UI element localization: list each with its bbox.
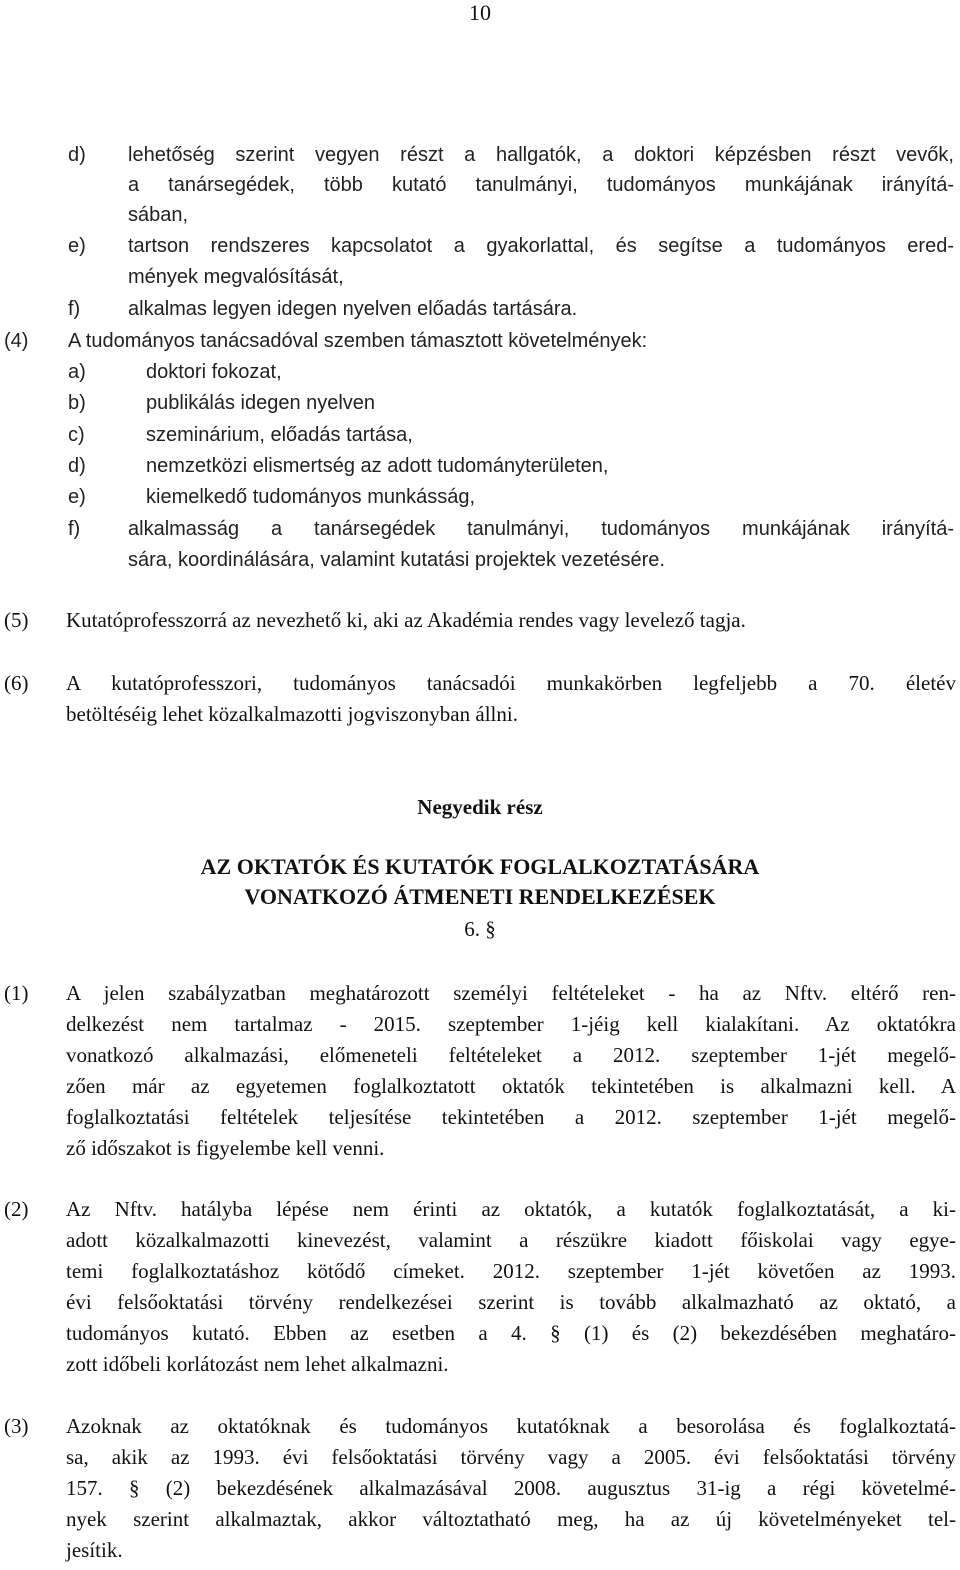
paragraph-line: zően már az egyetemen foglalkoztatott oktatók tekintetében is alkalmazni kell. A [66,1074,956,1098]
paragraph-line: delkezést nem tartalmaz - 2015. szeptember 1-jéig kell kialakítani. Az oktatókra [66,1012,956,1036]
list-item-line: sában, [128,204,189,226]
paragraph-line: Azoknak az oktatóknak és tudományos kutatóknak a besorolása és foglalkoztatá- [66,1414,956,1438]
paragraph-line: foglalkoztatási feltételek teljesítése tekintetében a 2012. szeptember 1-jét megelő- [66,1105,956,1129]
paragraph-text: A tudományos tanácsadóval szemben támasztott követelmények: [68,330,648,352]
paragraph-number: (3) [4,1414,29,1438]
list-marker: f) [68,298,81,320]
paragraph-line: zott időbeli korlátozást nem lehet alkalmazni. [66,1352,449,1376]
paragraph-line: A kutatóprofesszori, tudományos tanácsadói munkakörben legfeljebb a 70. életév [66,671,956,695]
list-item-line: mények megvalósítását, [128,266,344,288]
page-number: 10 [469,0,491,25]
paragraph-line: temi foglalkoztatáshoz kötődő címeket. 2012. szeptember 1-jét követően az 1993. [66,1259,956,1283]
paragraph-number: (5) [4,608,29,632]
section-title-line-1: AZ OKTATÓK ÉS KUTATÓK FOGLALKOZTATÁSÁRA [200,854,760,879]
list-item-line: doktori fokozat, [146,361,282,383]
paragraph-line: nyek szerint alkalmaztak, akkor változtatható meg, ha az új követelményeket tel- [66,1507,956,1531]
paragraph-line: Az Nftv. hatályba lépése nem érinti az oktatók, a kutatók foglalkoztatását, a ki- [66,1197,956,1221]
section-title-line-2: VONATKOZÓ ÁTMENETI RENDELKEZÉSEK [244,884,716,909]
list-marker: f) [68,518,81,540]
list-item-line: a tanársegédek, több kutató tanulmányi, tudományos munkájának irányítá- [128,174,954,196]
part-heading: Negyedik rész [417,795,543,819]
list-item-line: szeminárium, előadás tartása, [146,424,413,446]
list-marker: e) [68,486,86,508]
list-marker: d) [68,455,86,477]
paragraph-number: (4) [4,330,29,352]
list-item-line: kiemelkedő tudományos munkásság, [146,486,476,508]
list-item-line: tartson rendszeres kapcsolatot a gyakorlattal, és segítse a tudományos ered- [128,235,954,257]
list-marker: c) [68,424,85,446]
paragraph-number: (6) [4,671,29,695]
paragraph-line: A jelen szabályzatban meghatározott személyi feltételeket - ha az Nftv. eltérő ren- [66,981,956,1005]
list-item-line: lehetőség szerint vegyen részt a hallgatók, a doktori képzésben részt vevők, [128,144,954,166]
paragraph-line: sa, akik az 1993. évi felsőoktatási törvény vagy a 2005. évi felsőoktatási törvény [66,1445,956,1469]
list-item-line: publikálás idegen nyelven [146,392,376,414]
paragraph-line: ző időszakot is figyelembe kell venni. [66,1136,385,1160]
list-item-line: nemzetközi elismertség az adott tudományterületen, [146,455,609,477]
list-marker: a) [68,361,86,383]
paragraph-line: betöltéséig lehet közalkalmazotti jogviszonyban állni. [66,702,518,726]
paragraph-line: Kutatóprofesszorrá az nevezhető ki, aki az Akadémia rendes vagy levelező tagja. [66,608,746,632]
paragraph-line: adott közalkalmazotti kinevezést, valamint a részükre kiadott főiskolai vagy egye- [66,1228,956,1252]
paragraph-line: jesítik. [66,1538,123,1562]
list-item-line: alkalmas legyen idegen nyelven előadás tartására. [128,298,578,320]
paragraph-line: tudományos kutató. Ebben az esetben a 4. § (1) és (2) bekezdésében meghatáro- [66,1321,956,1345]
paragraph-line: 157. § (2) bekezdésének alkalmazásával 2008. augusztus 31-ig a régi követelmé- [66,1476,956,1500]
paragraph-number: (2) [4,1197,29,1221]
list-item-line: alkalmasság a tanársegédek tanulmányi, tudományos munkájának irányítá- [128,518,954,540]
list-marker: b) [68,392,86,414]
paragraph-line: vonatkozó alkalmazási, előmeneteli feltételeket a 2012. szeptember 1-jét megelő- [66,1043,956,1067]
paragraph-sign: 6. § [464,917,496,941]
paragraph-number: (1) [4,981,29,1005]
list-marker: d) [68,144,86,166]
list-marker: e) [68,235,86,257]
paragraph-line: évi felsőoktatási törvény rendelkezései szerint is tovább alkalmazható az oktató, a [66,1290,956,1314]
list-item-line: sára, koordinálására, valamint kutatási projektek vezetésére. [128,549,665,571]
